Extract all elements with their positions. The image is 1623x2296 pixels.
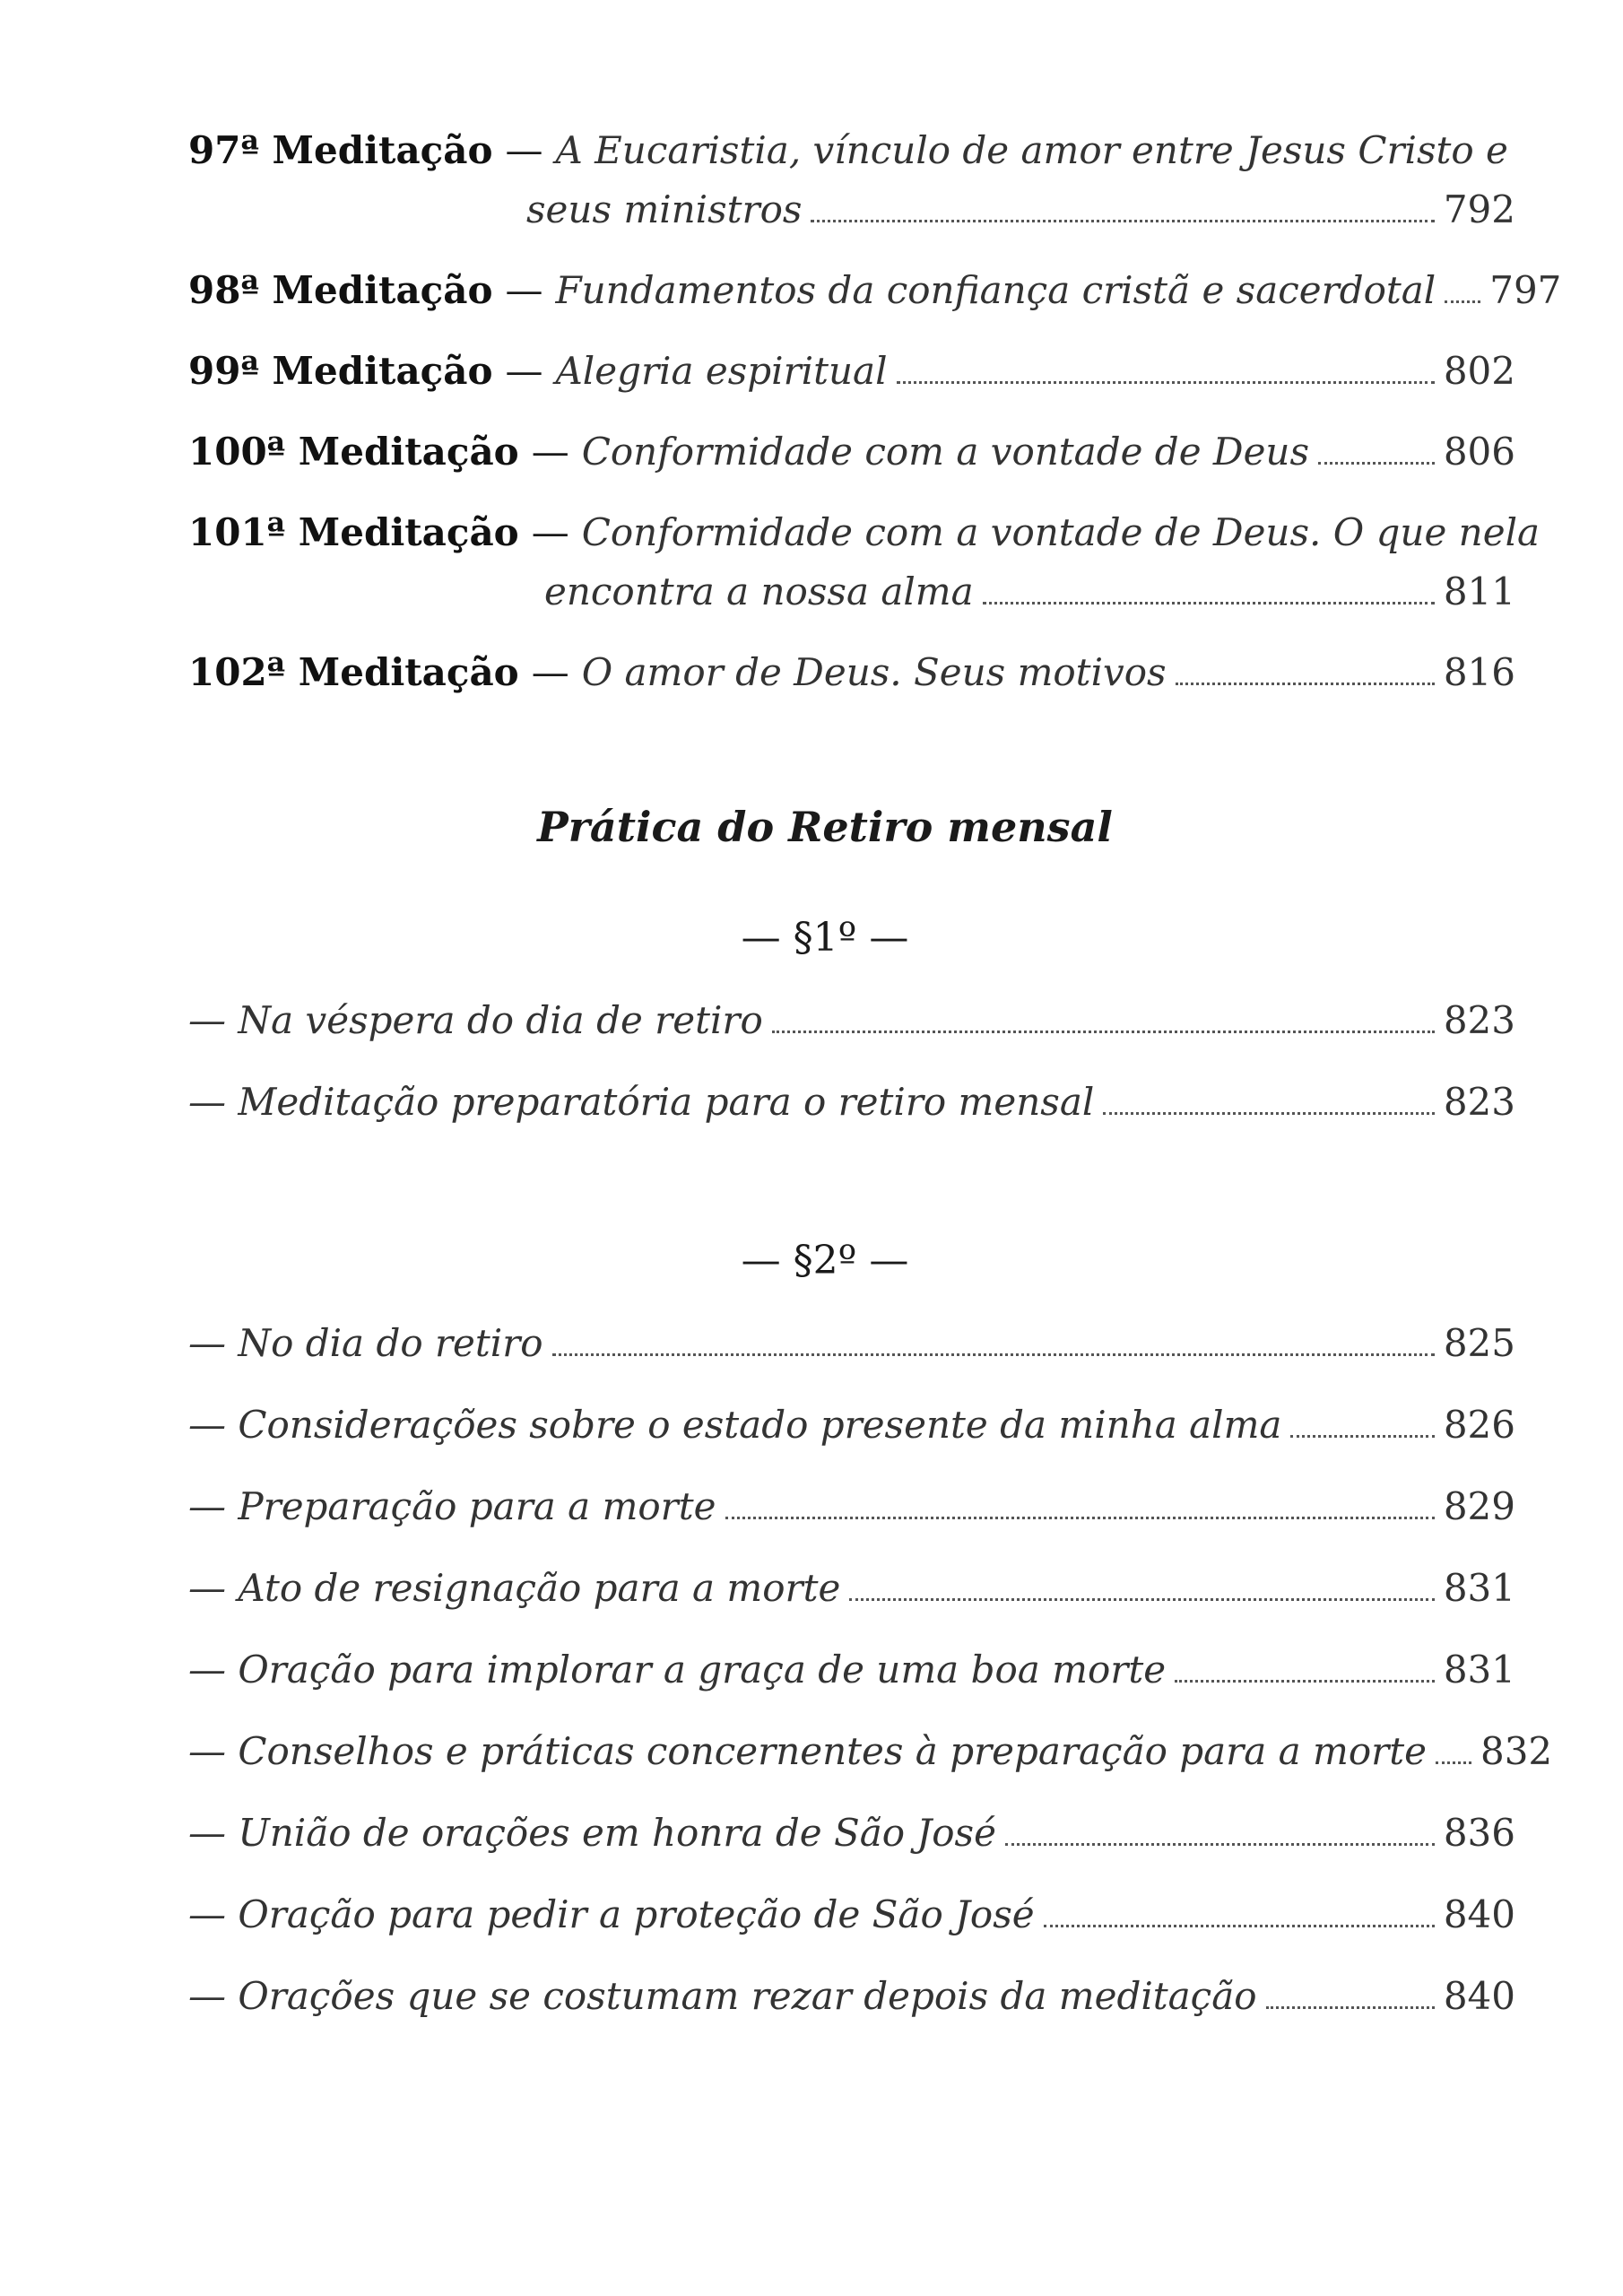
list-item <box>188 1804 1515 1863</box>
dash: — <box>531 650 569 694</box>
dash: — <box>531 510 569 554</box>
dot-leader <box>849 1597 1434 1601</box>
dot-leader <box>1266 2005 1435 2009</box>
meditation-label: 98ª Meditação <box>188 268 493 312</box>
paragraph-mark: — §2º — <box>741 1238 909 1283</box>
dot-leader <box>1445 300 1480 303</box>
list-item <box>188 1722 1553 1781</box>
list-item <box>188 1477 1515 1536</box>
meditation-title: O amor de Deus. Seus motivos <box>581 650 1167 694</box>
item-text: — Na véspera do dia de retiro <box>188 998 763 1042</box>
dot-leader <box>1103 1111 1435 1115</box>
item-text: — Oração para pedir a proteção de São José <box>188 1892 1035 1936</box>
dot-leader <box>1318 461 1435 465</box>
meditation-title: Conformidade com a vontade de Deus <box>581 430 1310 474</box>
dot-leader <box>1175 1679 1435 1683</box>
page-number: 816 <box>1443 650 1515 694</box>
list-item <box>188 1967 1515 2026</box>
item-text: — Orações que se costumam rezar depois da meditação <box>188 1974 1257 2018</box>
meditation-title-continuation: seus ministros <box>526 187 803 231</box>
page-number: 840 <box>1443 1974 1515 2018</box>
dash: — <box>505 268 543 312</box>
page-number: 792 <box>1443 187 1515 231</box>
meditation-entry <box>188 261 1562 320</box>
meditation-title: Alegria espiritual <box>555 349 888 393</box>
item-text: — União de orações em honra de São José <box>188 1811 996 1855</box>
list-item <box>188 1073 1515 1132</box>
paragraph-2-list <box>188 1314 1553 2048</box>
page-number: 797 <box>1489 268 1562 312</box>
dot-leader <box>1044 1924 1435 1927</box>
list-item <box>188 1885 1515 1944</box>
page-number: 825 <box>1443 1321 1515 1365</box>
document-page <box>188 0 1562 2296</box>
meditation-entry <box>188 342 1515 401</box>
dot-leader <box>1176 682 1435 685</box>
page-number: 831 <box>1443 1566 1515 1610</box>
meditation-label: 97ª Meditação <box>188 128 493 172</box>
page-number: 802 <box>1443 349 1515 393</box>
meditation-entry <box>188 503 1541 622</box>
meditation-title: A Eucaristia, vínculo de amor entre Jesus Cristo e <box>555 128 1508 172</box>
page-number: 829 <box>1443 1484 1515 1528</box>
item-text: — Conselhos e práticas concernentes à preparação para a morte <box>188 1729 1427 1773</box>
dash: — <box>531 430 569 474</box>
list-item <box>188 991 1515 1050</box>
meditation-title: Conformidade com a vontade de Deus. O que nela <box>581 510 1541 554</box>
meditation-label: 102ª Meditação <box>188 650 519 694</box>
meditation-title: Fundamentos da confiança cristã e sacerdotal <box>555 268 1436 312</box>
item-text: — No dia do retiro <box>188 1321 543 1365</box>
page-number: 836 <box>1443 1811 1515 1855</box>
dot-leader <box>552 1352 1435 1356</box>
item-text: — Meditação preparatória para o retiro mensal <box>188 1080 1095 1124</box>
meditation-list <box>188 121 1562 724</box>
page-number: 840 <box>1443 1892 1515 1936</box>
dot-leader <box>811 219 1434 222</box>
dot-leader <box>897 380 1435 384</box>
paragraph-mark: — §1º — <box>741 915 909 961</box>
meditation-label: 101ª Meditação <box>188 510 519 554</box>
page-number: 806 <box>1443 430 1515 474</box>
page-number: 826 <box>1443 1403 1515 1447</box>
meditation-label: 100ª Meditação <box>188 430 519 474</box>
dot-leader <box>1005 1842 1435 1846</box>
item-text: — Oração para implorar a graça de uma boa morte <box>188 1648 1167 1692</box>
dash: — <box>505 128 543 172</box>
list-item <box>188 1396 1515 1455</box>
meditation-title-continuation: encontra a nossa alma <box>544 570 974 613</box>
page-number: 811 <box>1443 570 1515 613</box>
meditation-label: 99ª Meditação <box>188 349 493 393</box>
list-item <box>188 1314 1515 1373</box>
dot-leader <box>1436 1761 1471 1764</box>
item-text: — Ato de resignação para a morte <box>188 1566 841 1610</box>
dot-leader <box>725 1516 1435 1519</box>
dash: — <box>505 349 543 393</box>
page-number: 823 <box>1443 998 1515 1042</box>
dot-leader <box>1290 1434 1434 1438</box>
list-item <box>188 1559 1515 1618</box>
section-heading: Prática do Retiro mensal <box>537 803 1113 851</box>
meditation-entry <box>188 121 1515 239</box>
item-text: — Preparação para a morte <box>188 1484 716 1528</box>
page-number: 823 <box>1443 1080 1515 1124</box>
meditation-entry <box>188 643 1515 702</box>
item-text: — Considerações sobre o estado presente da minha alma <box>188 1403 1282 1447</box>
page-number: 832 <box>1480 1729 1553 1773</box>
dot-leader <box>983 601 1435 604</box>
dot-leader <box>772 1030 1435 1033</box>
page-number: 831 <box>1443 1648 1515 1692</box>
paragraph-1-list <box>188 991 1515 1154</box>
meditation-entry <box>188 422 1515 482</box>
list-item <box>188 1640 1515 1700</box>
